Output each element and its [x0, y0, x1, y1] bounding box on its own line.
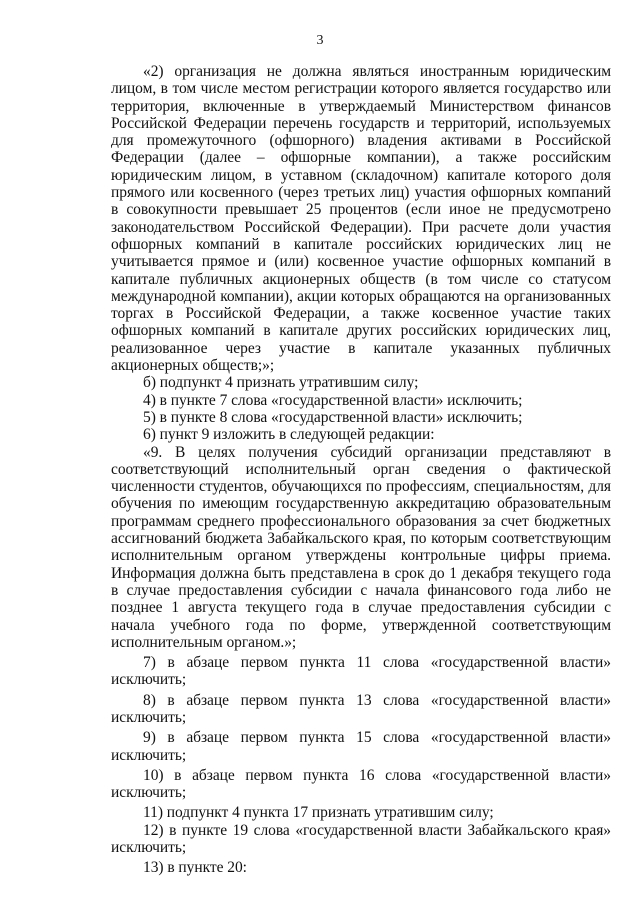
paragraph-item-9: 9) в абзаце первом пункта 15 слова «государственной власти» исключить;	[111, 729, 611, 764]
paragraph-point-9-text: «9. В целях получения субсидий организации представляют в соответствующий исполнительный орган сведения о фактической численности студентов, обучающихся по профессиям, специальностям, для обучения по имеющим государственную аккредитацию образовательным программам среднего профессионального образования за счет бюджетных ассигнований бюджета Забайкальского края, по которым соответствующим исполнительным органом утверждены контрольные цифры приема. Информация должна быть представлена в срок до 1 декабря текущего года в случае предоставления субсидии с начала финансового года либо не позднее 1 августа текущего года в случае предоставления субсидии с начала учебного года по форме, утвержденной соответствующим исполнительным органом.»;	[111, 443, 611, 651]
page-number: 3	[316, 33, 324, 48]
paragraph-item-11: 11) подпункт 4 пункта 17 признать утратившим силу;	[143, 804, 494, 822]
paragraph-item-13: 13) в пункте 20:	[143, 859, 247, 877]
paragraph-item-10: 10) в абзаце первом пункта 16 слова «государственной власти» исключить;	[111, 766, 611, 802]
paragraph-item-4: 4) в пункте 7 слова «государственной власти» исключить;	[143, 391, 523, 409]
paragraph-offshore-clause: «2) организация не должна являться иностранным юридическим лицом, в том числе местом регистрации которого является государство или территория, включенные в утверждаемый Министерством финансов Российской Федерации перечень государств и территорий, используемых для промежуточного (офшорного) владения активами в Российской Федерации (далее – офшорные компании), а также российским юридическим лицом, в уставном (складочном) капитале которого доля прямого или косвенного (через третьих лиц) участия офшорных компаний в совокупности превышает 25 процентов (если иное не предусмотрено законодательством Российской Федерации). При расчете доли участия офшорных компаний в капитале российских юридических лиц не учитывается прямое и (или) косвенное участие офшорных компаний в капитале публичных акционерных обществ (в том числе со статусом международной компании), акции которых обращаются на организованных торгах в Российской Федерации, а также косвенное участие таких офшорных компаний в капитале других российских юридических лиц, реализованное через участие в капитале указанных публичных акционерных обществ;»;	[111, 63, 611, 375]
paragraph-item-8: 8) в абзаце первом пункта 13 слова «государственной власти» исключить;	[111, 691, 611, 726]
paragraph-item-7: 7) в абзаце первом пункта 11 слова «государственной власти» исключить;	[111, 654, 611, 689]
document-body	[111, 63, 611, 877]
paragraph-item-5: 5) в пункте 8 слова «государственной власти» исключить;	[143, 408, 523, 426]
paragraph-subitem-b: б) подпункт 4 признать утратившим силу;	[143, 374, 419, 392]
paragraph-item-6: 6) пункт 9 изложить в следующей редакции:	[143, 426, 435, 444]
paragraph-item-12: 12) в пункте 19 слова «государственной власти Забайкальского края» исключить;	[111, 821, 611, 857]
